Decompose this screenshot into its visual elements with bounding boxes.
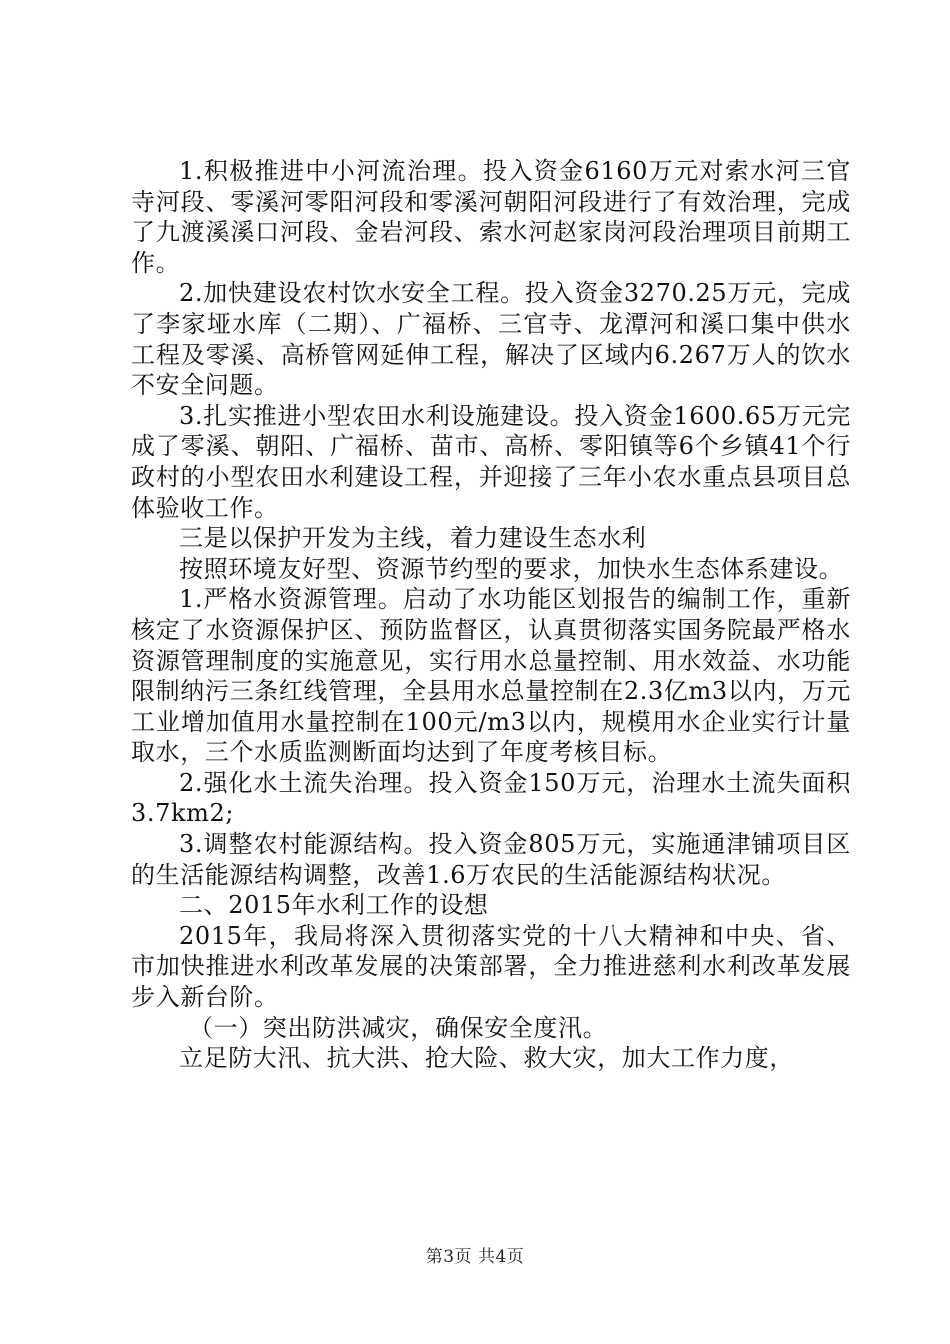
section-heading-2015-plan: 二、2015年水利工作的设想 <box>179 891 489 920</box>
paragraph-river-governance: 1.积极推进中小河流治理。投入资金6160万元对索水河三官寺河段、零溪河零阳河段和零溪河朝阳河段进行了有效治理，完成了九渡溪溪口河段、金岩河段、索水河赵家岗河段治理项目前期工作。 <box>131 157 851 277</box>
paragraph-flood-control: 立足防大汛、抗大洪、抢大险、救大灾，加大工作力度， <box>179 1044 794 1073</box>
paragraph-drinking-water: 2.加快建设农村饮水安全工程。投入资金3270.25万元，完成了李家垭水库（二期）、广福桥、三官寺、龙潭河和溪口集中供水工程及零溪、高桥管网延伸工程，解决了区域内6.267万人的饮水不安全问题。 <box>131 279 851 400</box>
paragraph-soil-erosion: 2.强化水土流失治理。投入资金150万元，治理水土流失面积3.7km2; <box>131 768 851 828</box>
paragraph-rural-energy: 3.调整农村能源结构。投入资金805万元，实施通津铺项目区的生活能源结构调整，改善1.6万农民的生活能源结构状况。 <box>131 830 851 889</box>
section-heading-ecological: 三是以保护开发为主线，着力建设生态水利 <box>179 524 647 553</box>
paragraph-farmland-irrigation: 3.扎实推进小型农田水利设施建设。投入资金1600.65万元完成了零溪、朝阳、广福桥、苗市、高桥、零阳镇等6个乡镇41个行政村的小型农田水利建设工程，并迎接了三年小农水重点县项目总体验收工作。 <box>131 401 851 522</box>
paragraph-2015-intro: 2015年，我局将深入贯彻落实党的十八大精神和中央、省、市加快推进水利改革发展的决策部署，全力推进慈利水利改革发展步入新台阶。 <box>131 921 851 1012</box>
document-body <box>131 156 851 1074</box>
subsection-heading-flood-control: （一）突出防洪减灾，确保安全度汛。 <box>189 1013 608 1042</box>
page-footer: 第3页 共4页 <box>425 1247 525 1267</box>
paragraph-water-resource-management: 1.严格水资源管理。启动了水功能区划报告的编制工作，重新核定了水资源保护区、预防监督区，认真贯彻落实国务院最严格水资源管理制度的实施意见，实行用水总量控制、用水效益、水功能限制纳污三条红线管理，全县用水总量控制在2.3亿m3以内，万元工业增加值用水量控制在100元/m3以内，规模用水企业实行计量取水，三个水质监测断面均达到了年度考核目标。 <box>131 585 851 767</box>
paragraph-ecological-intro: 按照环境友好型、资源节约型的要求，加快水生态体系建设。 <box>179 554 844 583</box>
